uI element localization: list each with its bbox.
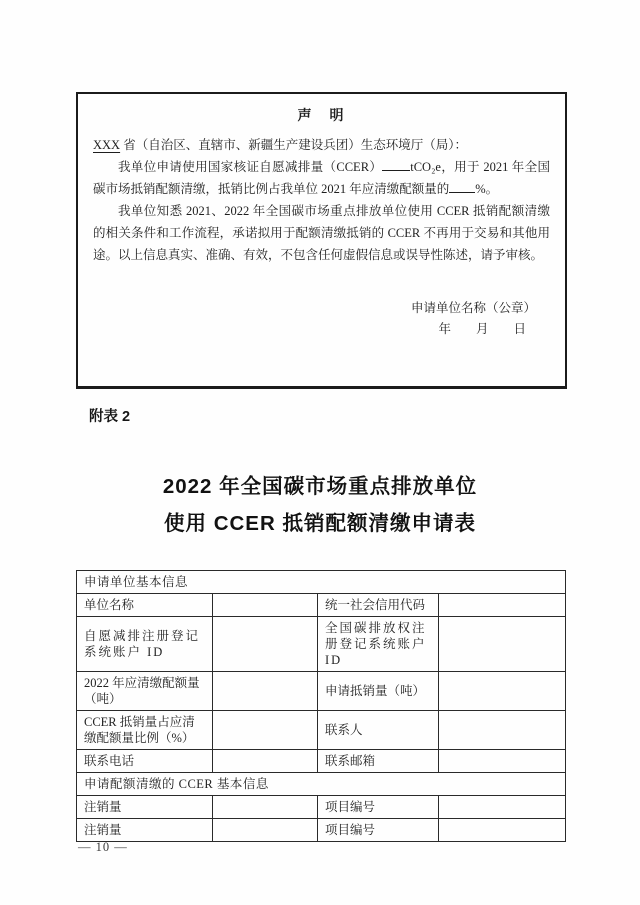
value-project-number-1 [439, 796, 566, 819]
form-title [0, 468, 640, 542]
signature-block [93, 298, 550, 340]
table-row [77, 750, 566, 773]
value-offset-ratio [213, 711, 318, 750]
table-section-header-row [77, 773, 566, 796]
form-title-line-1: 2022 年全国碳市场重点排放单位 [162, 475, 478, 498]
value-ccer-registry-id [213, 617, 318, 672]
label-project-number-1: 项目编号 [318, 796, 439, 819]
value-contact-person [439, 711, 566, 750]
value-contact-phone [213, 750, 318, 773]
value-unit-name [213, 594, 318, 617]
para1-text-3: %。 [475, 182, 499, 196]
label-national-registry-id: 全国碳排放权注册登记系统账户 ID [318, 617, 439, 672]
recipient-placeholder: XXX [93, 138, 121, 152]
declaration-body [93, 134, 550, 266]
value-credit-code [439, 594, 566, 617]
declaration-salutation [93, 134, 550, 156]
label-offset-ratio: CCER 抵销量占应清缴配额量比例（%） [77, 711, 213, 750]
label-offset-applied: 申请抵销量（吨） [318, 672, 439, 711]
label-contact-phone: 联系电话 [77, 750, 213, 773]
table-row [77, 617, 566, 672]
table-row [77, 796, 566, 819]
label-contact-email: 联系邮箱 [318, 750, 439, 773]
label-ccer-registry-id: 自愿减排注册登记系统账户 ID [77, 617, 213, 672]
label-cancellation-amount-2: 注销量 [77, 819, 213, 842]
label-project-number-2: 项目编号 [318, 819, 439, 842]
para1-text-1: 我单位申请使用国家核证自愿减排量（CCER） [118, 160, 383, 174]
value-contact-email [439, 750, 566, 773]
section-header-basic-info: 申请单位基本信息 [77, 571, 566, 594]
value-quota-due [213, 672, 318, 711]
value-cancellation-amount-1 [213, 796, 318, 819]
table-row [77, 711, 566, 750]
salutation-text: 省（自治区、直辖市、新疆生产建设兵团）生态环境厅（局）： [120, 138, 467, 152]
table-row [77, 594, 566, 617]
label-contact-person: 联系人 [318, 711, 439, 750]
value-national-registry-id [439, 617, 566, 672]
value-project-number-2 [439, 819, 566, 842]
value-offset-applied [439, 672, 566, 711]
label-quota-due: 2022 年应清缴配额量（吨） [77, 672, 213, 711]
value-cancellation-amount-2 [213, 819, 318, 842]
declaration-box [76, 92, 567, 389]
form-title-line-2: 使用 CCER 抵销配额清缴申请表 [164, 512, 476, 535]
page-number: — 10 — [78, 840, 128, 854]
table-section-header-row [77, 571, 566, 594]
para1-text-2: tCO₂e，用于 2021 年全国碳市场抵销配额清缴，抵销比例占我单位 2021 年应清缴配额量的 [93, 160, 550, 196]
fill-in-blank-quantity [382, 159, 410, 171]
table-row [77, 819, 566, 842]
fill-in-blank-percent [449, 181, 475, 193]
table-row [77, 672, 566, 711]
attachment-label: 附表 2 [89, 409, 131, 425]
declaration-title: 声 明 [297, 109, 346, 124]
label-cancellation-amount-1: 注销量 [77, 796, 213, 819]
signature-unit-name: 申请单位名称（公章） [410, 301, 536, 315]
application-form-table [76, 570, 566, 842]
section-header-ccer-info: 申请配额清缴的 CCER 基本信息 [77, 773, 566, 796]
label-credit-code: 统一社会信用代码 [318, 594, 439, 617]
label-unit-name: 单位名称 [77, 594, 213, 617]
signature-date: 年 月 日 [438, 322, 526, 336]
declaration-paragraph-2: 我单位知悉 2021、2022 年全国碳市场重点排放单位使用 CCER 抵销配额清缴的相关条件和工作流程，承诺拟用于配额清缴抵销的 CCER 不再用于交易和其他用途。以上信息真实、准确、有效，不包含任何虚假信息或误导性陈述，请予审核。 [93, 204, 550, 262]
declaration-paragraph-1 [93, 156, 550, 200]
